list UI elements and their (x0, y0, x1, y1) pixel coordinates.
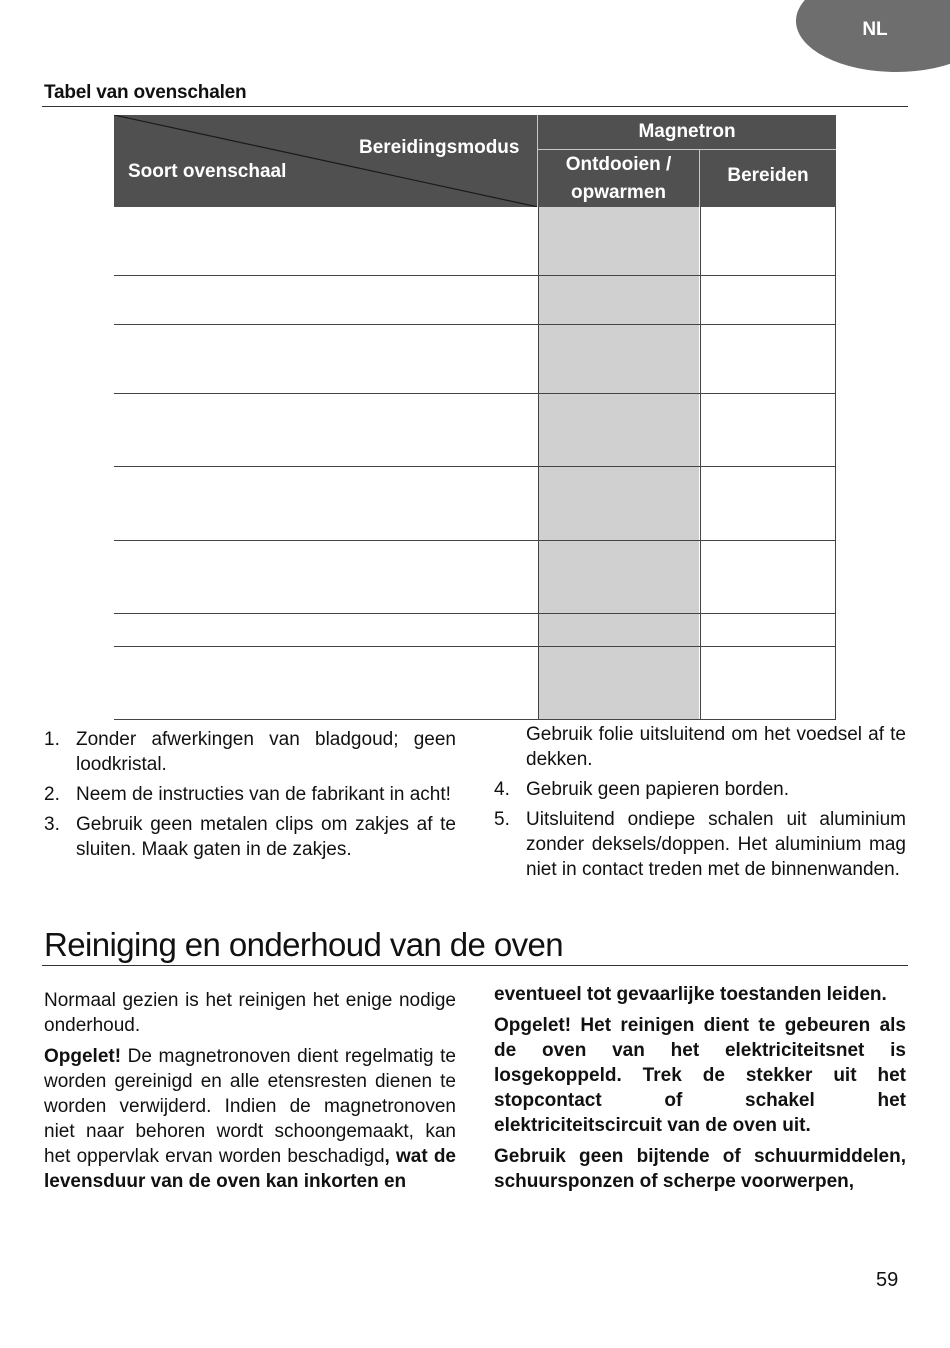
row-line (114, 540, 836, 541)
language-label: NL (862, 19, 888, 40)
section-rule (42, 965, 908, 966)
note-text: Gebruik geen papieren borden. (526, 779, 790, 800)
paragraph: Normaal gezien is het reinigen het enige nodige onderhoud. (44, 990, 456, 1036)
header-cook: Bereiden (727, 165, 809, 186)
note-continuation: Gebruik folie uitsluitend om het voedsel af te dekken. (526, 724, 906, 770)
note-item (44, 782, 456, 807)
header-microwave: Magnetron (638, 121, 736, 142)
title-rule (42, 106, 908, 107)
header-defrost (538, 151, 699, 207)
row-line (114, 719, 836, 720)
paragraph: Gebruik geen bijtende of schuurmiddelen, schuursponzen of scherpe voorwerpen, (494, 1146, 906, 1192)
header-divider (538, 149, 836, 150)
note-number: 3. (44, 814, 60, 835)
row-line (114, 393, 836, 394)
header-defrost-text: Ontdooien / opwarmen (565, 154, 672, 203)
note-number: 2. (44, 784, 60, 805)
row-line (114, 613, 836, 614)
section-title: Reiniging en onderhoud van de oven (44, 926, 564, 963)
paragraph (44, 1044, 456, 1194)
table-header (114, 115, 836, 207)
note-item (44, 727, 456, 777)
paragraph-text: De magnetronoven dient regelmatig te worden gereinigd en alle etensresten dienen te worden verwijderd. Indien de magnetronoven niet naar behoren wordt schoongemaakt, kan het oppervlak ervan worden beschadigd (44, 1046, 456, 1167)
row-line (114, 646, 836, 647)
notes-right-column (494, 722, 906, 887)
note-number: 4. (494, 779, 510, 800)
row-line (114, 324, 836, 325)
note-text: Neem de instructies van de fabrikant in acht! (76, 784, 451, 805)
column-line (700, 207, 701, 720)
header-dish-type: Soort ovenschaal (128, 161, 287, 182)
header-preparation-mode: Bereidingsmodus (359, 137, 520, 158)
note-item (494, 777, 906, 802)
table-title: Tabel van ovenschalen (44, 82, 247, 103)
paragraph: Opgelet! Het reinigen dient te gebeuren als de oven van het elektriciteitsnet is losgekoppeld. Trek de stekker uit het stopcontact of schakel het elektriciteitscircuit van de oven uit. (494, 1015, 906, 1136)
column-line (835, 207, 836, 720)
paragraph-bold-text: , wat de levensduur van de oven kan inkorten en (44, 1146, 456, 1192)
note-text: Zonder afwerkingen van bladgoud; geen loodkristal. (76, 729, 456, 775)
page-number: 59 (876, 1269, 899, 1291)
row-line (114, 275, 836, 276)
notes-left-column (44, 727, 456, 867)
note-text: Gebruik geen metalen clips om zakjes af te sluiten. Maak gaten in de zakjes. (76, 814, 456, 860)
section-right-column (494, 982, 906, 1200)
section-left-column (44, 988, 456, 1200)
warning-label: Opgelet! (44, 1046, 122, 1067)
note-text: Uitsluitend ondiepe schalen uit aluminium zonder deksels/doppen. Het aluminium mag niet in contact treden met de binnenwanden. (526, 809, 906, 880)
table-body (114, 207, 836, 720)
note-number: 1. (44, 729, 60, 750)
paragraph: eventueel tot gevaarlijke toestanden leiden. (494, 984, 887, 1005)
note-item (44, 812, 456, 862)
note-item (494, 807, 906, 882)
note-number: 5. (494, 809, 510, 830)
column-line (538, 207, 539, 720)
defrost-column-shade (538, 207, 699, 720)
row-line (114, 466, 836, 467)
